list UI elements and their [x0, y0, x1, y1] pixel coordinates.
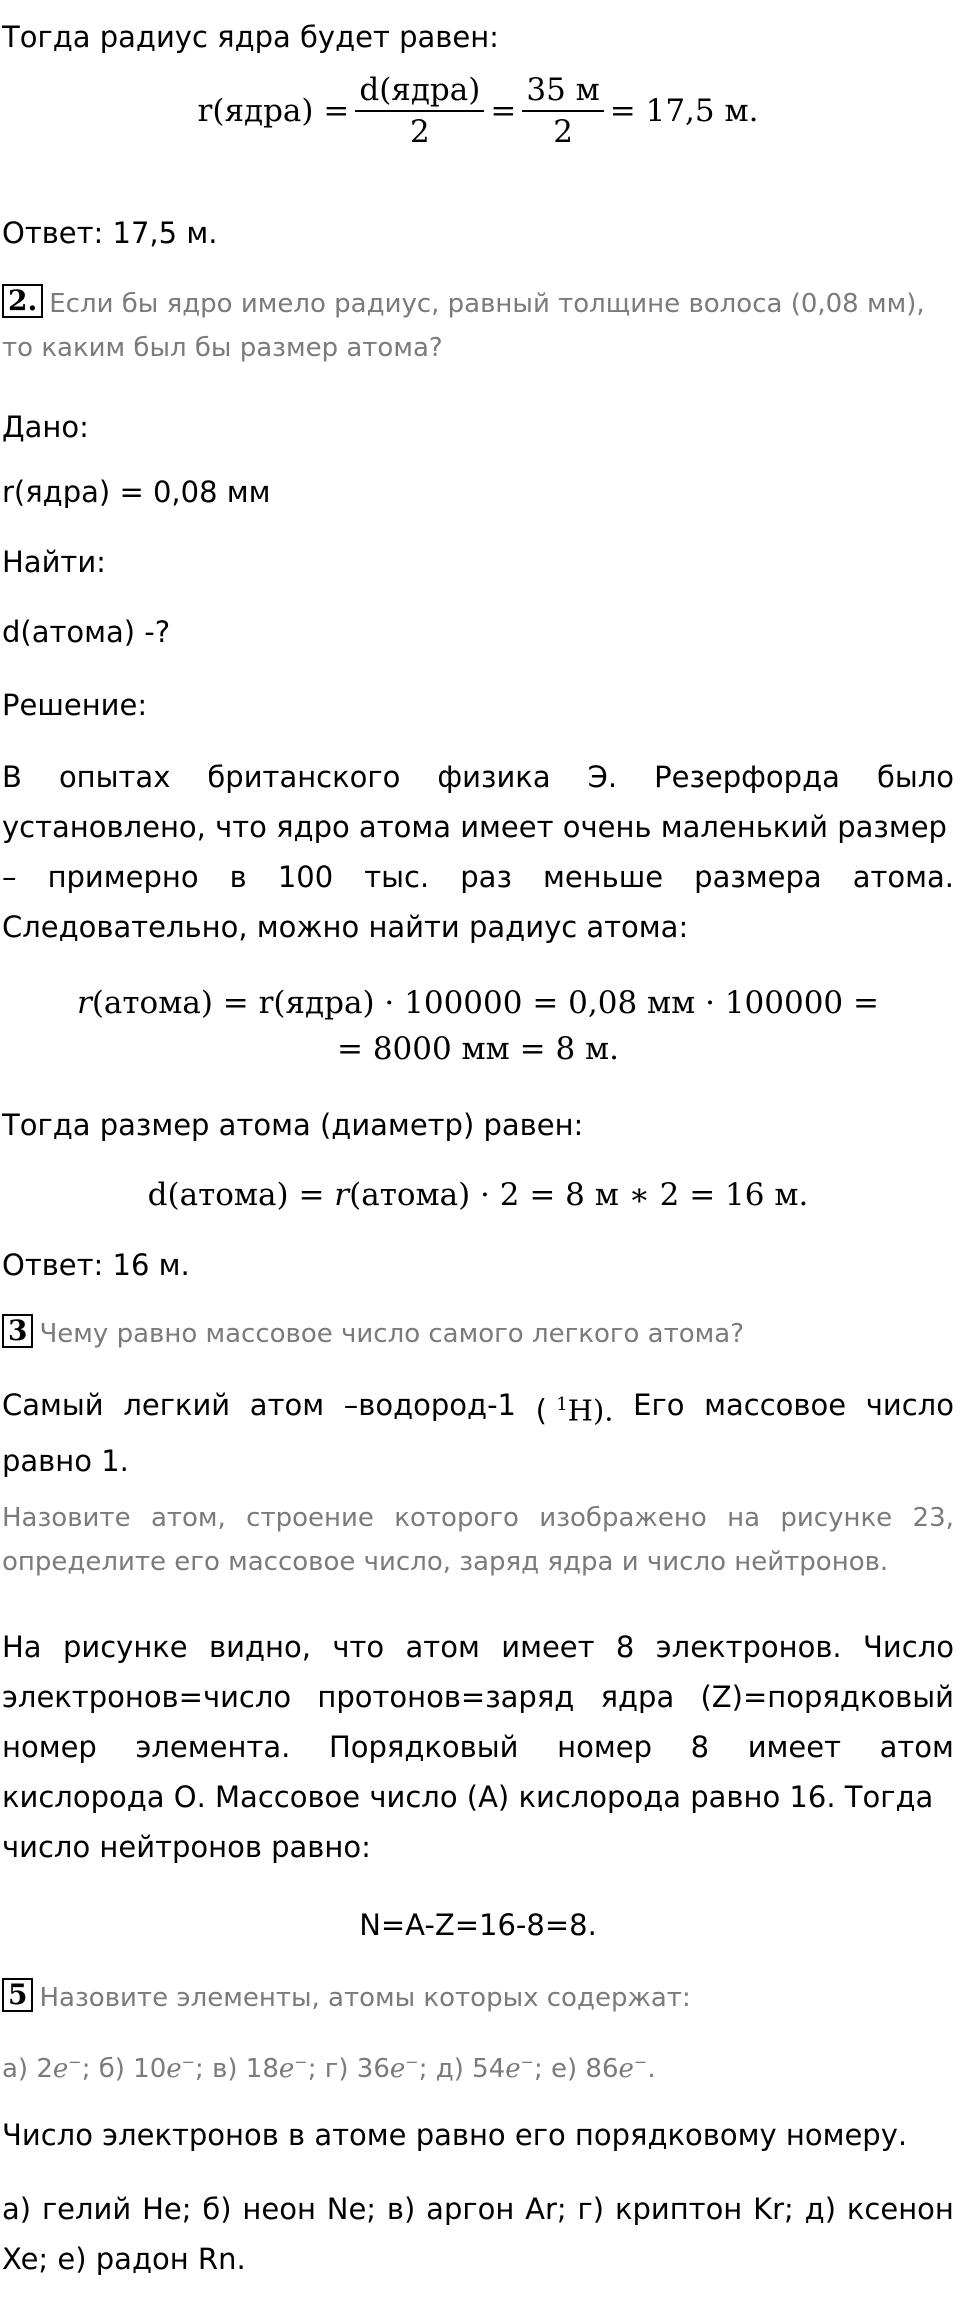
formula3-var-r: r	[334, 1177, 350, 1213]
question-5-number: 5	[2, 1978, 33, 2012]
question-3-text: Чему равно массовое число самого легкого атома?	[39, 1319, 745, 1349]
formula3-lhs: d(атома) =	[147, 1177, 325, 1213]
solution-line-3-word: размера	[694, 860, 822, 894]
electron-symbol: e	[389, 2053, 406, 2084]
option-item	[2, 2054, 99, 2084]
answer-4-line-1-word: На	[2, 1630, 42, 1664]
given-label: Дано:	[2, 410, 89, 444]
answer-3-word: атом	[249, 1388, 325, 1422]
electron-symbol: e	[52, 2053, 69, 2084]
option-label: а) 2	[2, 2053, 53, 2084]
formula1-frac2-den: 2	[553, 114, 573, 150]
formula1-frac2-num: 35 м	[522, 72, 603, 112]
question-4-text-line1-word: на	[727, 1503, 761, 1533]
electron-symbol: e	[278, 2053, 295, 2084]
solution-line-1-word: опытах	[58, 760, 171, 794]
formula1-frac1-num: d(ядра)	[355, 72, 484, 112]
answer-3-word: массовое	[704, 1388, 847, 1422]
solution-line-3-word: атома.	[852, 860, 954, 894]
formula1-fraction-2	[522, 72, 603, 150]
electron-symbol: e	[166, 2053, 182, 2084]
isotope-mass-number: 1	[556, 1394, 568, 1415]
answer-2: Ответ: 16 м.	[2, 1248, 190, 1282]
option-label: е) 86	[551, 2053, 619, 2084]
answer-4-line-3	[2, 1722, 954, 1772]
question-5-options	[2, 2040, 656, 2091]
neutron-formula: N=A-Z=16-8=8.	[359, 1908, 597, 1942]
question-2-text-line1: Если бы ядро имело радиус, равный толщине волоса (0,08 мм),	[49, 289, 925, 319]
answer-5-line-2-word: Ne;	[326, 2192, 377, 2226]
answer-5-line-2-word: гелий	[41, 2192, 132, 2226]
answer-4-line-1-word: электронов.	[655, 1630, 842, 1664]
isotope-paren: (	[535, 1393, 557, 1428]
option-separator: ;	[81, 2053, 99, 2084]
option-item	[212, 2054, 325, 2084]
answer-5-line-2-word: б)	[202, 2192, 232, 2226]
option-label: д) 54	[435, 2053, 506, 2084]
solution-paragraph	[2, 752, 954, 952]
answer-5-line-2-word: д)	[804, 2192, 837, 2226]
answer-5-line-2-word: He;	[142, 2192, 192, 2226]
answer-5	[2, 2184, 954, 2284]
answer-5-line-2-word: г)	[577, 2192, 605, 2226]
answer-4-line-1-word: рисунке	[62, 1630, 188, 1664]
answer-4-line-2-word: электронов=число	[2, 1680, 292, 1714]
formula2-line1-text: (атома) = r(ядра) · 100000 = 0,08 мм · 100000 =	[91, 985, 879, 1021]
given-value: r(ядра) = 0,08 мм	[2, 475, 271, 509]
formula2-line1	[2, 980, 954, 1026]
question-4	[2, 1496, 954, 1584]
solution-line-3-word: раз	[460, 860, 512, 894]
answer-5-line-2-word: а)	[2, 2192, 32, 2226]
answer-5-line-1: Число электронов в атоме равно его порядковому номеру.	[2, 2118, 908, 2152]
solution-line-1-word: В	[2, 760, 22, 794]
formula1-fraction-1	[355, 72, 484, 150]
solution-line-3-word: в	[229, 860, 247, 894]
option-item	[551, 2054, 656, 2084]
option-separator: ;	[307, 2053, 325, 2084]
question-2-text-line2: то каким был бы размер атома?	[2, 333, 443, 363]
answer-4-line-2-word: (Z)=порядковый	[700, 1680, 954, 1714]
answer-3-word: легкий	[123, 1388, 231, 1422]
question-2-number: 2.	[2, 284, 43, 318]
option-item	[325, 2054, 436, 2084]
option-label: г) 36	[324, 2053, 390, 2084]
question-4-text-line1-word: рисунке	[780, 1503, 893, 1533]
answer-3-line-2: равно 1.	[2, 1443, 129, 1478]
answer-5-line-2-word: Ar;	[525, 2192, 567, 2226]
option-separator: .	[647, 2053, 656, 2084]
then-line: Тогда размер атома (диаметр) равен:	[2, 1108, 584, 1142]
formula1-rhs: = 17,5 м.	[609, 93, 759, 129]
question-4-text-line1-word: 23,	[912, 1503, 954, 1533]
solution-line-3	[2, 852, 954, 902]
answer-5-line-2-word: аргон	[426, 2192, 515, 2226]
answer-4-line-4: кислорода О. Массовое число (А) кислорода равно 16. Тогда	[2, 1780, 934, 1814]
solution-line-3-word: примерно	[47, 860, 199, 894]
answer-3-word: Его	[633, 1388, 685, 1422]
electron-charge: −	[181, 2052, 196, 2071]
solution-line-1-word: было	[876, 760, 954, 794]
solution-line-2: установлено, что ядро атома имеет очень маленький размер	[2, 810, 947, 844]
option-separator: ;	[533, 2053, 552, 2084]
formula1-lhs: r(ядра) =	[197, 93, 350, 129]
answer-4-line-2-word: ядра	[600, 1680, 675, 1714]
formula2-var-r: r	[77, 985, 92, 1021]
question-4-text-line2: определите его массовое число, заряд ядра и число нейтронов.	[2, 1547, 889, 1577]
answer-4-line-3-word: 8	[690, 1730, 710, 1764]
electron-charge: −	[405, 2052, 419, 2071]
answer-3-word: Самый	[2, 1388, 104, 1422]
answer-4-line-1	[2, 1622, 954, 1672]
answer-4-line-1-word: Число	[863, 1630, 954, 1664]
formula3-rest: (атома) · 2 = 8 м ∗ 2 = 16 м.	[349, 1177, 809, 1213]
answer-4-line-1-word: 8	[615, 1630, 635, 1664]
answer-4-line-1-word: имеет	[501, 1630, 595, 1664]
formula-atom-diameter	[2, 1170, 954, 1220]
answer-3-word: число	[865, 1388, 954, 1422]
solution-line-1-word: физика	[437, 760, 551, 794]
solution-line-3-word: 100	[277, 860, 334, 894]
answer-5-line-2	[2, 2184, 954, 2234]
solution-line-1-word: Э.	[587, 760, 618, 794]
question-2	[2, 282, 954, 370]
answer-4-line-3-word: номер	[557, 1730, 652, 1764]
option-item	[436, 2054, 551, 2084]
formula1-eq: =	[490, 93, 517, 129]
question-4-text-line1-word: Назовите	[2, 1503, 131, 1533]
answer-4-line-3-word: имеет	[747, 1730, 841, 1764]
question-4-text-line1-word: изображено	[539, 1503, 707, 1533]
question-5-text: Назовите элементы, атомы которых содержат:	[39, 1983, 691, 2013]
answer-5-line-2-word: криптон	[614, 2192, 743, 2226]
answer-5-line-2-word: в)	[386, 2192, 416, 2226]
option-label: б) 10	[98, 2053, 167, 2084]
answer-4	[2, 1622, 954, 1872]
answer-5-line-2-word: неон	[242, 2192, 316, 2226]
answer-4-line-3-word: элемента.	[135, 1730, 291, 1764]
answer-4-line-1-word: атом	[405, 1630, 480, 1664]
formula-atom-radius	[2, 980, 954, 1072]
solution-line-3-word: –	[2, 860, 17, 894]
solution-line-3-word: меньше	[542, 860, 664, 894]
question-4-text-line1-word: которого	[394, 1503, 519, 1533]
option-label: в) 18	[212, 2053, 279, 2084]
formula-nucleus-radius	[2, 66, 954, 156]
question-5	[2, 1976, 691, 2020]
intro-line: Тогда радиус ядра будет равен:	[2, 20, 499, 54]
formula1-frac1-den: 2	[409, 114, 430, 150]
answer-4-line-3-word: Порядковый	[328, 1730, 519, 1764]
hydrogen-isotope	[536, 1380, 614, 1436]
answer-4-line-1-word: видно,	[209, 1630, 311, 1664]
electron-charge: −	[68, 2052, 82, 2071]
answer-4-line-5: число нейтронов равно:	[2, 1830, 371, 1864]
answer-5-line-2-word: Kr;	[753, 2192, 794, 2226]
solution-label: Решение:	[2, 688, 148, 722]
option-separator: ;	[195, 2053, 213, 2084]
option-separator: ;	[418, 2053, 436, 2084]
question-4-text-line1-word: строение	[246, 1503, 374, 1533]
answer-4-line-1-word: что	[332, 1630, 385, 1664]
solution-line-1	[2, 752, 954, 802]
answer-5-line-3: Xe; е) радон Rn.	[2, 2242, 246, 2276]
solution-line-4: Следовательно, можно найти радиус атома:	[2, 910, 689, 944]
formula2-line2: = 8000 мм = 8 м.	[336, 1031, 620, 1067]
answer-3-line-1	[2, 1380, 954, 1436]
question-4-text-line1	[2, 1496, 954, 1540]
electron-symbol: e	[618, 2053, 634, 2084]
answer-5-line-2-word: ксенон	[846, 2192, 954, 2226]
answer-3	[2, 1380, 954, 1486]
solution-line-1-word: британского	[207, 760, 401, 794]
isotope-symbol: H).	[567, 1393, 614, 1428]
question-3-number: 3	[2, 1314, 33, 1348]
answer-4-line-3-word: атом	[879, 1730, 954, 1764]
answer-4-line-2	[2, 1672, 954, 1722]
option-item	[99, 2054, 212, 2084]
find-label: Найти:	[2, 545, 106, 579]
solution-line-3-word: тыс.	[364, 860, 430, 894]
electron-symbol: e	[505, 2053, 521, 2084]
electron-charge: −	[633, 2052, 648, 2071]
electron-charge: −	[294, 2052, 308, 2071]
question-3	[2, 1312, 744, 1356]
answer-1: Ответ: 17,5 м.	[2, 216, 218, 250]
answer-4-line-2-word: протонов=заряд	[317, 1680, 575, 1714]
answer-4-line-3-word: номер	[2, 1730, 97, 1764]
solution-line-1-word: Резерфорда	[654, 760, 840, 794]
question-4-text-line1-word: атом,	[150, 1503, 226, 1533]
electron-charge: −	[520, 2052, 534, 2071]
find-value: d(атома) -?	[2, 615, 171, 649]
answer-3-word: –водород-1	[343, 1388, 516, 1422]
